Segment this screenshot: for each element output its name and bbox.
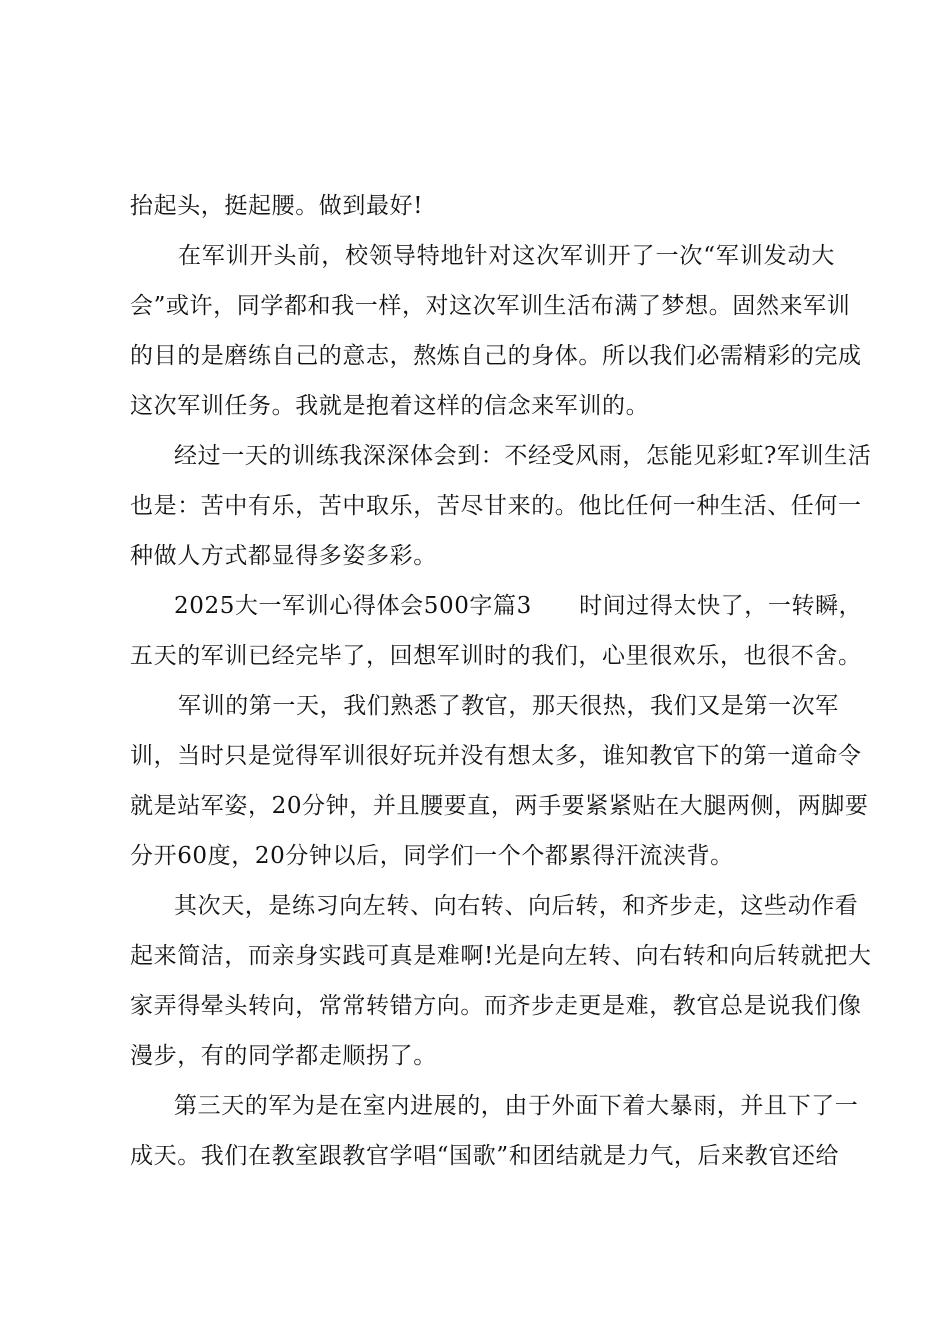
text-line: 分开60度，20分钟以后，同学们一个个都累得汗流浃背。 [130,843,734,869]
text-line: 成天。我们在教室跟教官学唱“国歌”和团结就是力气，后来教官还给 [130,1143,840,1169]
text-line: 种做人方式都显得多姿多彩。 [130,543,437,569]
text-line: 训，当时只是觉得军训很好玩并没有想太多，谁知教官下的第一道命令 [130,743,862,769]
paragraph-first-line: 在军训开头前，校领导特地针对这次军训开了一次“军训发动大 [178,243,835,269]
text-line: 家弄得晕头转向，常常转错方向。而齐步走更是难，教官总是说我们像 [130,993,862,1019]
paragraph-first-line: 第三天的军为是在室内进展的，由于外面下着大暴雨，并且下了一 [174,1093,859,1119]
text-line: 的目的是磨练自己的意志，熬炼自己的身体。所以我们必需精彩的完成 [130,343,862,369]
text-line: 起来简洁，而亲身实践可真是难啊!光是向左转、向右转和向后转就把大 [130,943,872,969]
text-line: 抬起头，挺起腰。做到最好! [130,193,424,219]
text-line: 就是站军姿，20分钟，并且腰要直，两手要紧紧贴在大腿两侧，两脚要 [130,793,869,819]
text-line: 漫步，有的同学都走顺拐了。 [130,1043,437,1069]
paragraph-first-line: 军训的第一天，我们熟悉了教官，那天很热，我们又是第一次军 [178,693,839,719]
paragraph-first-line: 经过一天的训练我深深体会到：不经受风雨，怎能见彩虹?军训生活 [174,443,872,469]
paragraph-first-line: 其次天，是练习向左转、向右转、向后转，和齐步走，这些动作看 [174,893,859,919]
text-line: 五天的军训已经完毕了，回想军训时的我们，心里很欢乐，也很不舍。 [130,643,862,669]
text-line: 也是：苦中有乐，苦中取乐，苦尽甘来的。他比任何一种生活、任何一 [130,493,862,519]
text-line: 这次军训任务。我就是抱着这样的信念来军训的。 [130,393,650,419]
section-heading-line: 2025大一军训心得体会500字篇3 时间过得太快了，一转瞬， [174,593,863,619]
text-line: 会”或许，同学都和我一样，对这次军训生活布满了梦想。固然来军训 [130,293,851,319]
